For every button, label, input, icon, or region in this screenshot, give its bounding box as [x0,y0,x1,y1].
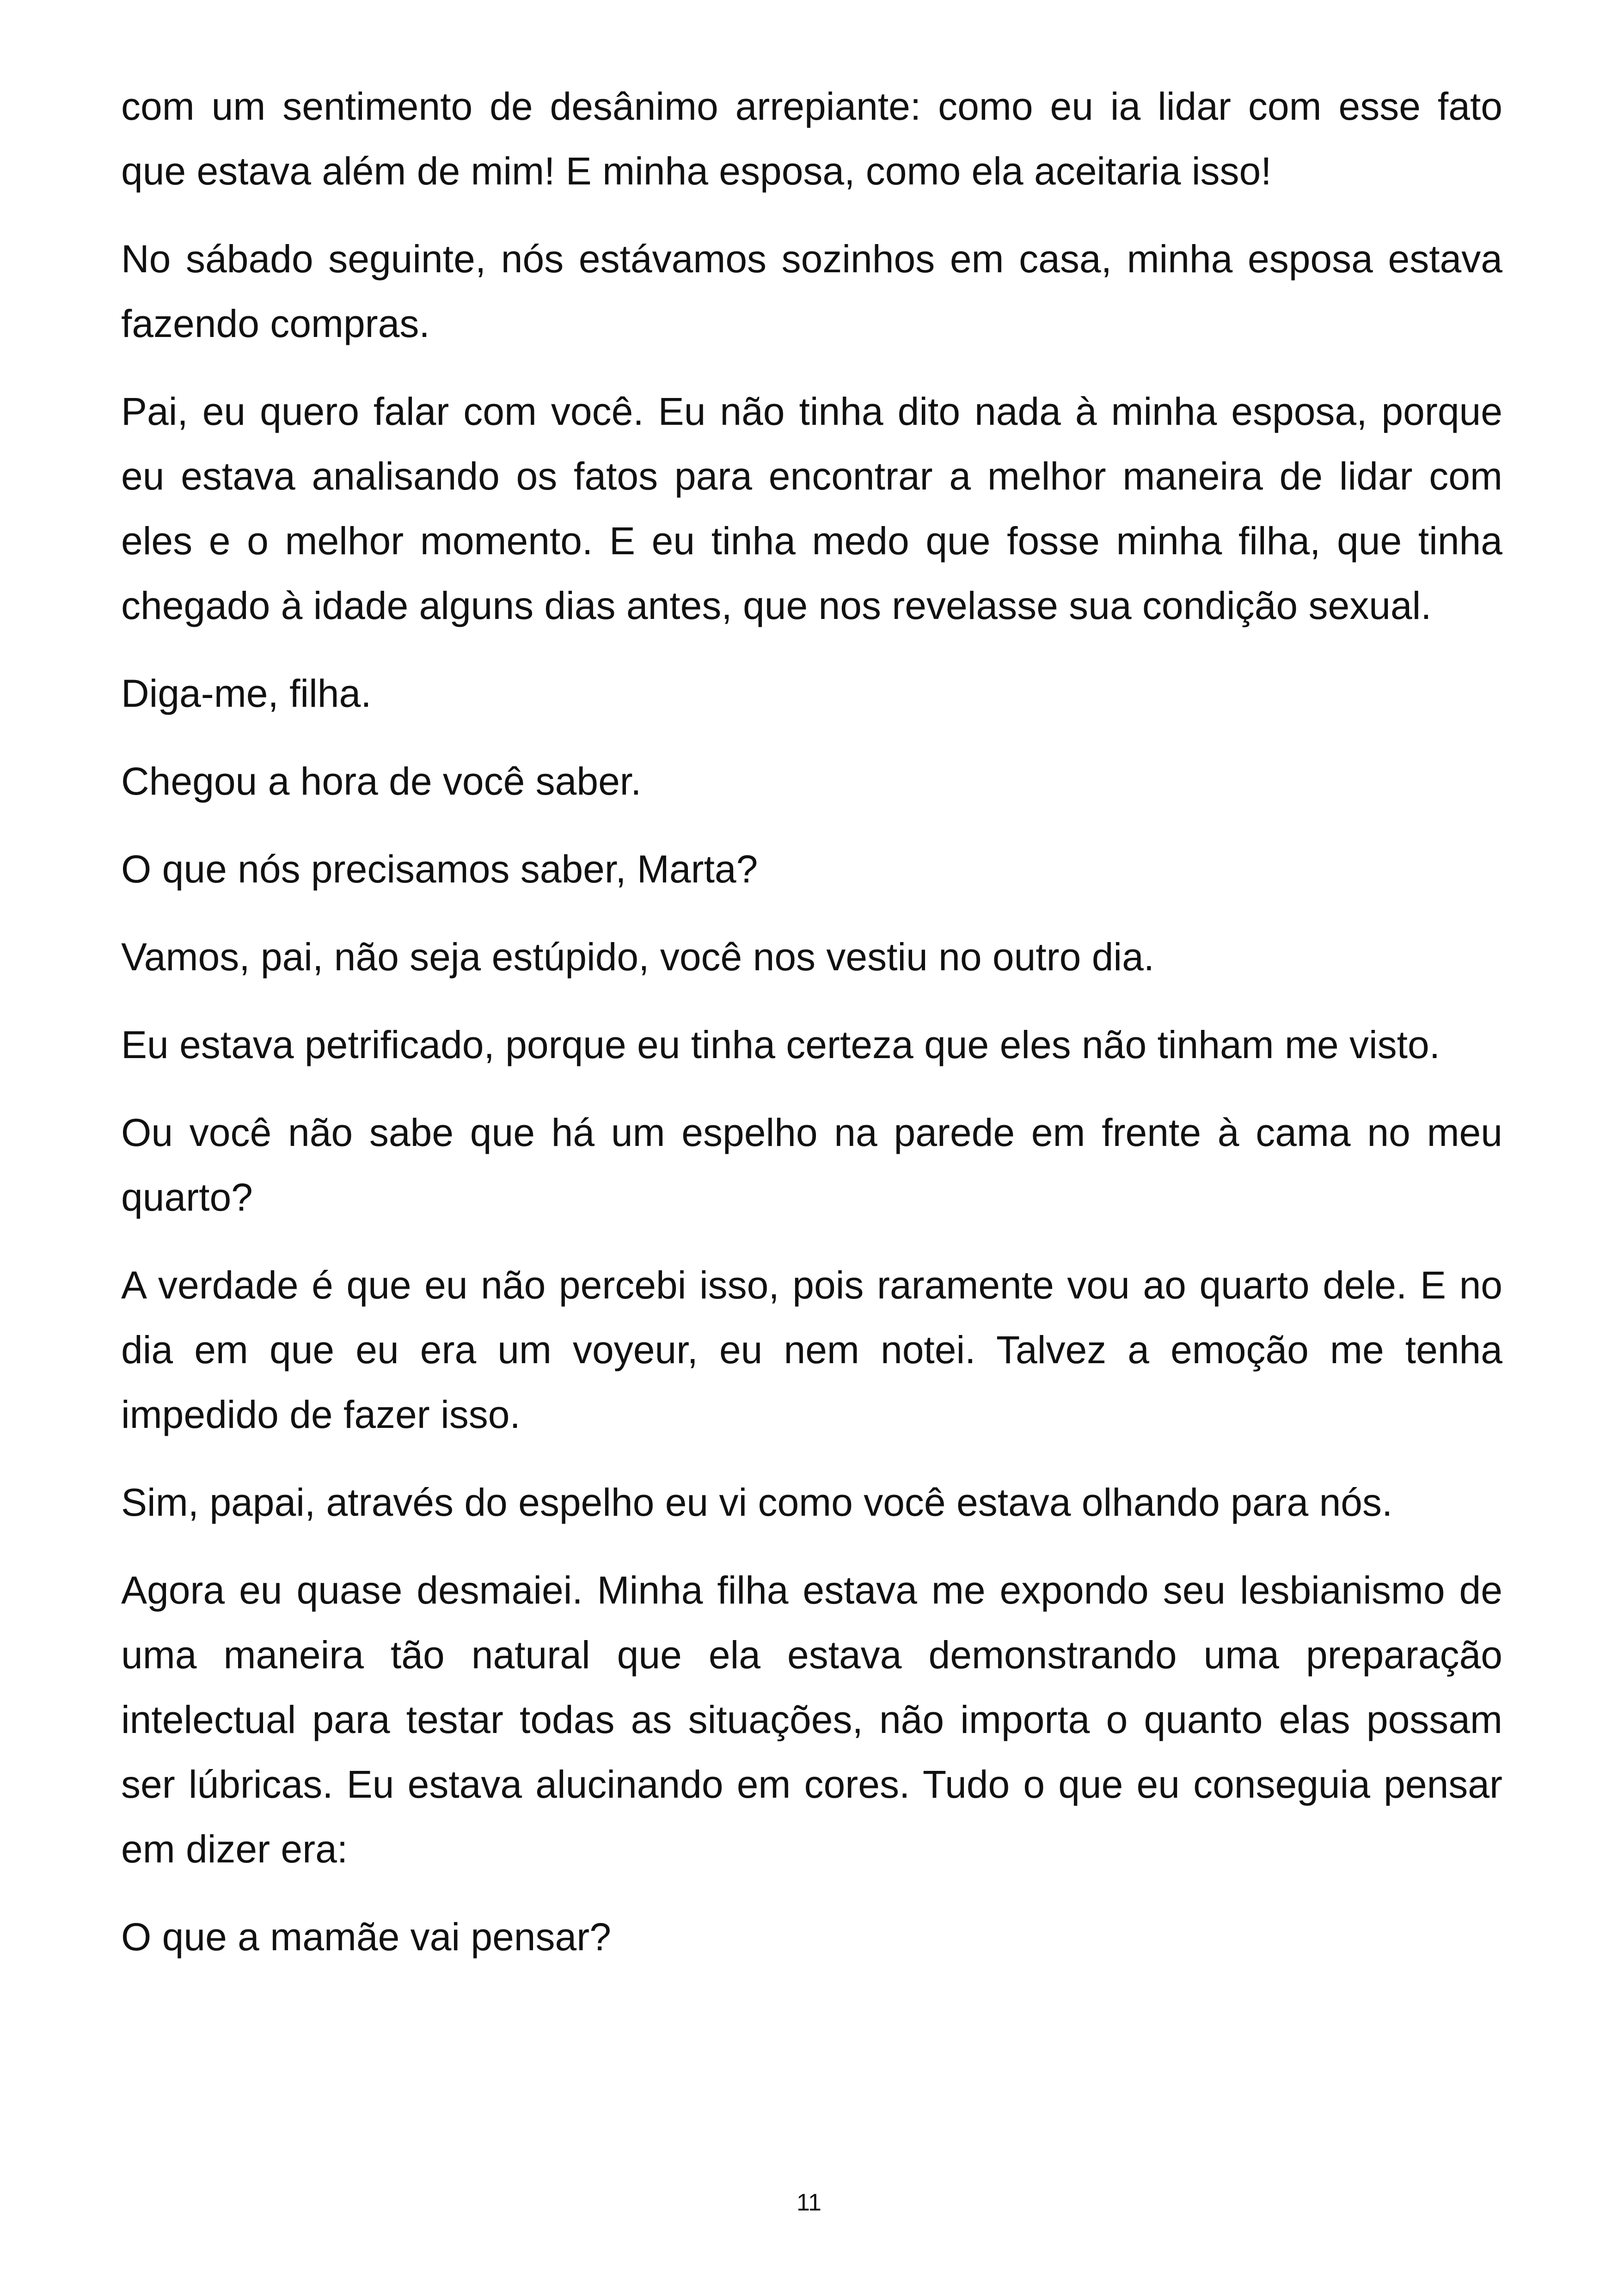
paragraph-5: Chegou a hora de você saber. [121,759,642,803]
paragraph-13: O que a mamãe vai pensar? [121,1915,611,1959]
paragraph-9: Ou você não sabe que há um espelho na parede em frente à cama no meu quarto? [121,1111,1502,1219]
paragraph-11: Sim, papai, através do espelho eu vi como você estava olhando para nós. [121,1481,1393,1524]
page-number: 11 [797,2189,821,2216]
paragraph-7: Vamos, pai, não seja estúpido, você nos vestiu no outro dia. [121,935,1155,979]
paragraph-1: com um sentimento de desânimo arrepiante: como eu ia lidar com esse fato que estava além de mim! E minha esposa, como ela aceitaria isso! [121,85,1502,193]
paragraph-12: Agora eu quase desmaiei. Minha filha estava me expondo seu lesbianismo de uma maneira tão natural que ela estava demonstrando uma preparação intelectual para testar todas as situações, não importa o quanto elas possam ser lúbricas. Eu estava alucinando em cores. Tudo o que eu conseguia pensar em dizer era: [121,1568,1502,1871]
paragraph-6: O que nós precisamos saber, Marta? [121,847,758,891]
paragraph-4: Diga-me, filha. [121,672,372,715]
paragraph-3: Pai, eu quero falar com você. Eu não tinha dito nada à minha esposa, porque eu estava analisando os fatos para encontrar a melhor maneira de lidar com eles e o melhor momento. E eu tinha medo que fosse minha filha, que tinha chegado à idade alguns dias antes, que nos revelasse sua condição sexual. [121,390,1502,627]
paragraph-10: A verdade é que eu não percebi isso, pois raramente vou ao quarto dele. E no dia em que eu era um voyeur, eu nem notei. Talvez a emoção me tenha impedido de fazer isso. [121,1263,1502,1436]
body-text [121,74,1502,1992]
paragraph-8: Eu estava petrificado, porque eu tinha certeza que eles não tinham me visto. [121,1023,1440,1066]
paragraph-2: No sábado seguinte, nós estávamos sozinhos em casa, minha esposa estava fazendo compras. [121,237,1502,345]
